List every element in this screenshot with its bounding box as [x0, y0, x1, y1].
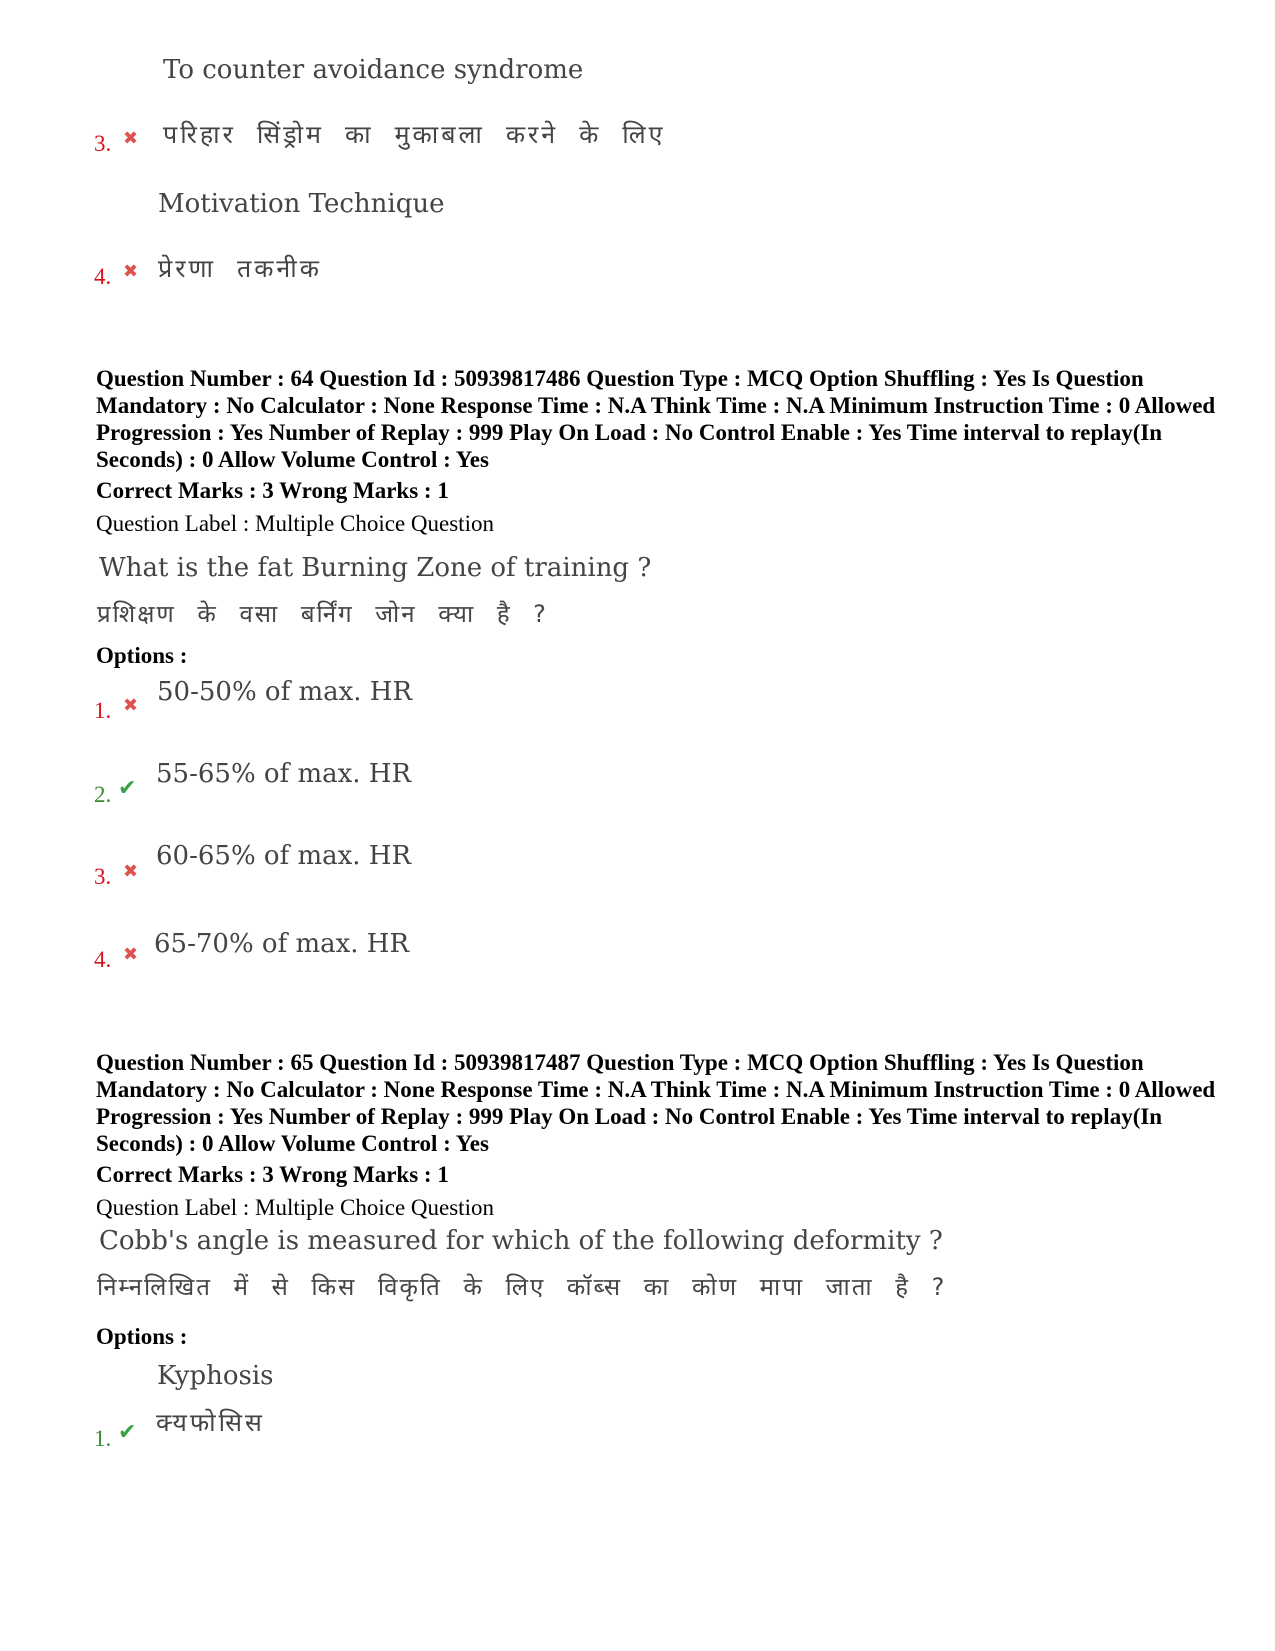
cross-icon: ✖: [123, 944, 139, 965]
option-text: 65-70% of max. HR: [154, 929, 410, 959]
option-number: 1.: [94, 1426, 112, 1451]
option-text-en: Kyphosis: [157, 1361, 274, 1391]
option-text: 50-50% of max. HR: [157, 677, 413, 707]
question-text-en: Cobb's angle is measured for which of the following deformity ?: [99, 1226, 943, 1256]
question-text-en: What is the fat Burning Zone of training ?: [99, 553, 652, 583]
question-marks: Correct Marks : 3 Wrong Marks : 1: [96, 478, 449, 503]
option-text-hi: क्यफोसिस: [156, 1408, 265, 1437]
question-text-hi: निम्नलिखित में से किस विकृति के लिए कॉब्स का कोण मापा जाता है ?: [97, 1273, 947, 1301]
question-meta: Question Number : 65 Question Id : 50939817487 Question Type : MCQ Option Shuffling : Yes Is Question Mandatory : No Calculator : None Response Time : N.A Think Time : N.A Minimum Instruction Time : 0 Allowed Progression : Yes Number of Replay : 999 Play On Load : No Control Enable : Yes Time interval to replay(In Seconds) : 0 Allow Volume Control : Yes: [96, 1050, 1216, 1156]
option-number: 4.: [94, 947, 112, 972]
cross-icon: ✖: [123, 695, 139, 716]
option-number: 2.: [94, 782, 112, 807]
check-icon: ✔: [118, 1420, 137, 1445]
option-text-hi: परिहार सिंड्रोम का मुकाबला करने के लिए: [163, 120, 666, 149]
option-number: 4.: [94, 264, 112, 289]
question-text-hi: प्रशिक्षण के वसा बर्निंग जोन क्या है ?: [97, 600, 548, 628]
cross-icon: ✖: [123, 128, 139, 149]
question-meta: Question Number : 64 Question Id : 50939817486 Question Type : MCQ Option Shuffling : Yes Is Question Mandatory : No Calculator : None Response Time : N.A Think Time : N.A Minimum Instruction Time : 0 Allowed Progression : Yes Number of Replay : 999 Play On Load : No Control Enable : Yes Time interval to replay(In Seconds) : 0 Allow Volume Control : Yes: [96, 366, 1216, 472]
cross-icon: ✖: [123, 861, 139, 882]
option-text: 60-65% of max. HR: [156, 841, 412, 871]
option-number: 3.: [94, 131, 112, 156]
option-text: 55-65% of max. HR: [156, 759, 412, 789]
question-label: Question Label : Multiple Choice Question: [96, 511, 494, 536]
question-marks: Correct Marks : 3 Wrong Marks : 1: [96, 1162, 449, 1187]
option-text-en: To counter avoidance syndrome: [163, 55, 584, 85]
cross-icon: ✖: [123, 261, 139, 282]
check-icon: ✔: [118, 776, 137, 801]
option-text-en: Motivation Technique: [158, 189, 445, 219]
options-heading: Options :: [96, 643, 188, 668]
option-text-hi: प्रेरणा तकनीक: [158, 254, 322, 283]
options-heading: Options :: [96, 1324, 188, 1349]
question-label: Question Label : Multiple Choice Question: [96, 1195, 494, 1220]
option-number: 1.: [94, 698, 112, 723]
option-number: 3.: [94, 864, 112, 889]
